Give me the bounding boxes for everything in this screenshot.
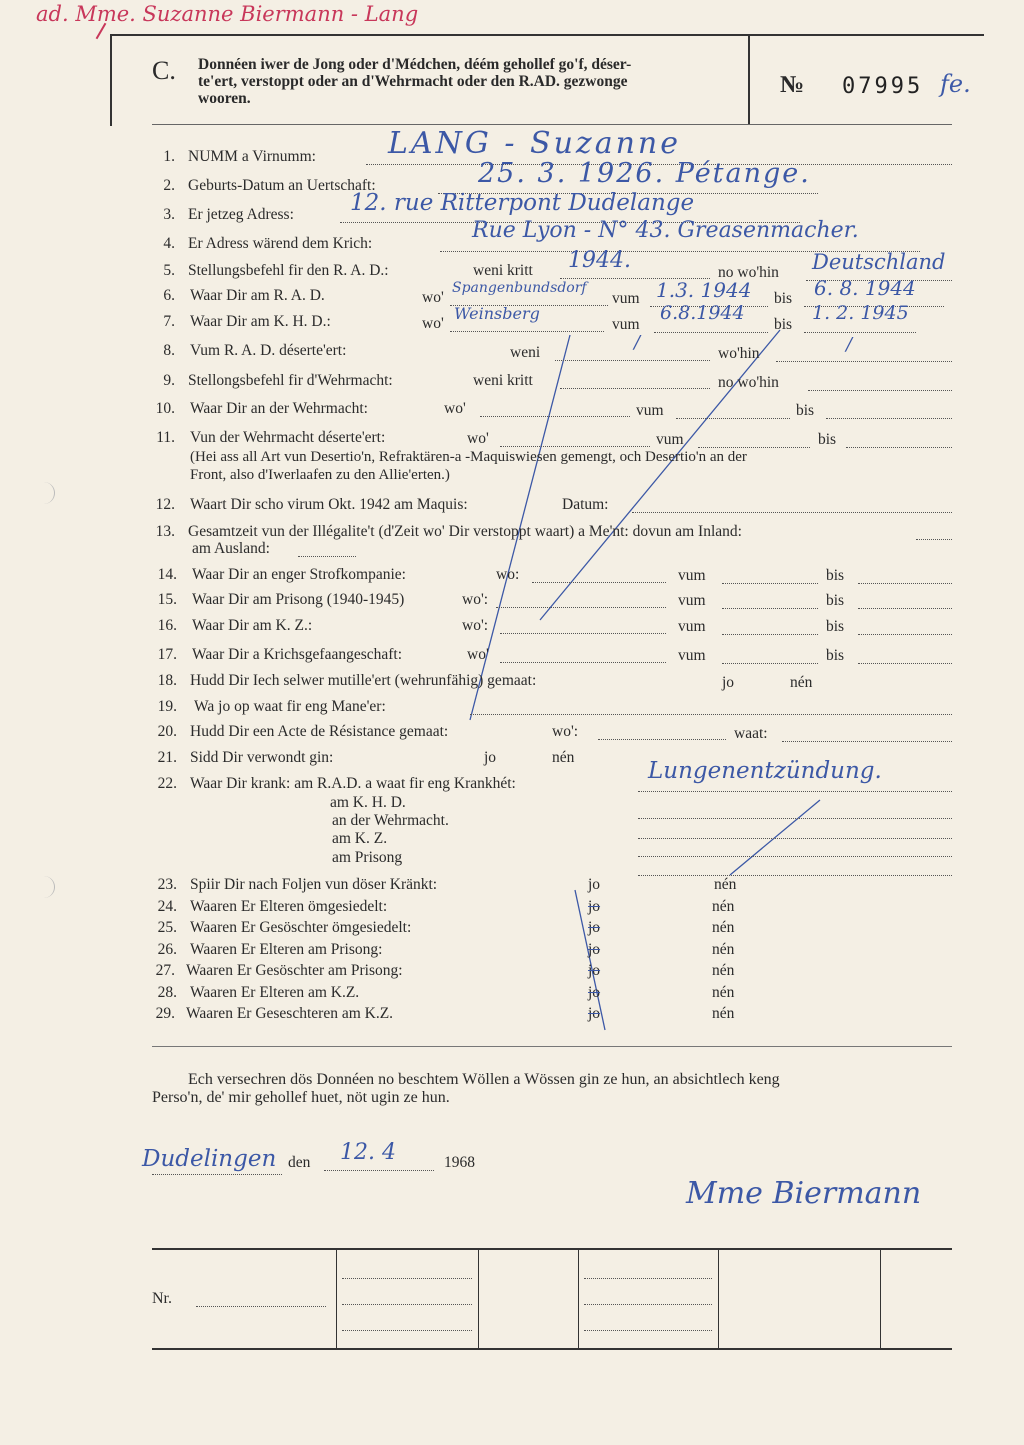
q15-wo-label: wo':: [462, 591, 489, 608]
q14-vum-label: vum: [678, 567, 706, 584]
q9-weni-label: weni kritt: [473, 372, 533, 389]
footer-top-rule: [152, 1248, 952, 1250]
q24-nen: nén: [712, 898, 735, 915]
q10-bis-label: bis: [796, 402, 815, 419]
declaration-separator: [152, 1046, 952, 1047]
q22-sub1: am K. H. D.: [330, 794, 406, 811]
q1-label: NUMM a Virnumm:: [188, 148, 316, 165]
q22-number: 22.: [157, 775, 177, 792]
q16-wo-label: wo':: [462, 617, 489, 634]
q5-number: 5.: [163, 262, 175, 279]
q21-nen: nén: [552, 749, 575, 766]
q6-vum-label: vum: [612, 290, 640, 307]
q12-datum-label: Datum:: [562, 496, 609, 513]
q7-vum-value: 6.8.1944: [660, 302, 745, 324]
q19-label: Wa jo op waat fir eng Mane'er:: [194, 698, 386, 715]
q22-line5: [638, 861, 952, 876]
q9-weni-line: [560, 374, 710, 389]
q10-wo-label: wo': [444, 400, 466, 417]
q20-waat-line: [782, 727, 952, 742]
footer-col2: [478, 1248, 479, 1348]
q20-number: 20.: [157, 723, 177, 740]
q11-vum-label: vum: [656, 431, 684, 448]
q10-bis-line: [826, 404, 952, 419]
q1-value: LANG - Suzanne: [388, 126, 681, 161]
q13-ausland-line: [298, 542, 356, 557]
q17-number: 17.: [157, 646, 177, 663]
q27-jo: jo: [588, 962, 601, 979]
q11-wo-line: [500, 432, 650, 447]
q9-label: Stellongsbefehl fir d'Wehrmacht:: [188, 372, 393, 389]
q8-wohin-label: wo'hin: [718, 345, 760, 362]
q10-number: 10.: [155, 400, 175, 417]
q8-weni-value: /: [634, 332, 641, 353]
q22-line2: [638, 804, 952, 819]
q17-label: Waar Dir a Krichsgefaangeschaft:: [192, 646, 403, 663]
q15-bis-label: bis: [826, 592, 845, 609]
q29-nen: nén: [712, 1005, 735, 1022]
q8-weni-label: weni: [510, 344, 541, 361]
q8-number: 8.: [163, 342, 175, 359]
signature-place: Dudelingen: [142, 1146, 277, 1172]
q10-wo-line: [480, 402, 630, 417]
q7-bis-label: bis: [774, 316, 793, 333]
footer-col5: [880, 1248, 881, 1348]
q19-number: 19.: [157, 698, 177, 715]
q5-wohin-value: Deutschland: [812, 250, 946, 274]
q19-line: [470, 700, 952, 715]
q24-jo: jo: [588, 898, 601, 915]
q22-line3: [638, 824, 952, 839]
q7-wo-value: Weinsberg: [454, 304, 540, 323]
q22-sub4: am Prisong: [332, 849, 403, 866]
q16-vum-label: vum: [678, 618, 706, 635]
q24-label: Waaren Er Elteren ömgesiedelt:: [190, 898, 388, 915]
q23-label: Spiir Dir nach Foljen vun döser Kränkt:: [190, 876, 438, 893]
q11-vum-line: [698, 433, 810, 448]
q8-weni-line: [555, 346, 710, 361]
q29-label: Waaren Er Geseschteren am K.Z.: [186, 1005, 394, 1022]
section-letter: C.: [152, 56, 176, 85]
q27-number: 27.: [155, 962, 175, 979]
q23-number: 23.: [157, 876, 177, 893]
q22-sub3: am K. Z.: [332, 830, 388, 847]
q22-label: Waar Dir krank: am R.A.D. a waat fir eng Krankhét:: [190, 775, 516, 792]
q17-vum-label: vum: [678, 647, 706, 664]
q18-nen: nén: [790, 674, 813, 691]
q5-weni-label: weni kritt: [473, 262, 533, 279]
q25-number: 25.: [157, 919, 177, 936]
number-symbol: №: [780, 72, 805, 98]
q14-bis-line: [858, 569, 952, 584]
q3-value: 12. rue Ritterpont Dudelange: [350, 190, 695, 216]
q26-nen: nén: [712, 941, 735, 958]
q21-number: 21.: [157, 749, 177, 766]
q15-label: Waar Dir am Prisong (1940-1945): [192, 591, 405, 608]
q26-jo: jo: [588, 941, 601, 958]
q15-bis-line: [858, 594, 952, 609]
footer-col3: [578, 1248, 579, 1348]
footer-nr-label: Nr.: [152, 1290, 172, 1307]
footer-dots-2c: [584, 1316, 712, 1331]
q22-line4: [638, 842, 952, 857]
q5-weni-value: 1944.: [568, 248, 631, 273]
q12-label: Waart Dir scho virum Okt. 1942 am Maquis:: [190, 496, 468, 513]
q27-nen: nén: [712, 962, 735, 979]
q11-wo-label: wo': [467, 430, 489, 447]
q13-ausland-label: am Ausland:: [192, 540, 270, 557]
q15-vum-label: vum: [678, 592, 706, 609]
q7-bis-value: 1. 2. 1945: [812, 302, 909, 324]
q21-jo: jo: [484, 749, 497, 766]
q8-label: Vum R. A. D. déserte'ert:: [190, 342, 347, 359]
q2-value: 25. 3. 1926. Pétange.: [478, 158, 811, 189]
footer-dots-2a: [584, 1264, 712, 1279]
q16-label: Waar Dir am K. Z.:: [192, 617, 313, 634]
q10-label: Waar Dir an der Wehrmacht:: [190, 400, 368, 417]
q14-wo-line: [532, 568, 666, 583]
q4-label: Er Adress wärend dem Krich:: [188, 235, 373, 252]
q14-number: 14.: [157, 566, 177, 583]
q20-label: Hudd Dir een Acte de Résistance gemaat:: [190, 723, 449, 740]
q6-bis-label: bis: [774, 290, 793, 307]
q14-vum-line: [722, 569, 818, 584]
footer-dots-1b: [342, 1290, 472, 1305]
q11-bis-line: [846, 433, 952, 448]
q29-number: 29.: [155, 1005, 175, 1022]
section-title-line2: te'ert, verstoppt oder an d'Wehrmacht oder den R.AD. gezwonge: [198, 73, 628, 90]
q13-number: 13.: [155, 523, 175, 540]
q3-number: 3.: [163, 206, 175, 223]
q5-wohin-label: no wo'hin: [718, 264, 779, 281]
q17-wo-label: wo': [467, 646, 489, 663]
q9-wohin-label: no wo'hin: [718, 374, 779, 391]
signature: Mme Biermann: [686, 1176, 922, 1211]
section-title-line1: Donnéen iwer de Jong oder d'Médchen, déém gehollef go'f, déser-: [198, 56, 632, 73]
q16-wo-line: [500, 619, 666, 634]
q16-number: 16.: [157, 617, 177, 634]
q7-vum-label: vum: [612, 316, 640, 333]
q16-vum-line: [722, 620, 818, 635]
q4-value: Rue Lyon - N° 43. Greasenmacher.: [472, 218, 859, 243]
q12-number: 12.: [155, 496, 175, 513]
q14-label: Waar Dir an enger Strofkompanie:: [192, 566, 406, 583]
q14-bis-label: bis: [826, 567, 845, 584]
q7-wo-label: wo': [422, 315, 444, 332]
signature-year: 1968: [444, 1154, 475, 1171]
q22-sub2: an der Wehrmacht.: [332, 812, 449, 829]
q23-nen: nén: [714, 876, 737, 893]
den-label: den: [288, 1154, 311, 1171]
q28-number: 28.: [157, 984, 177, 1001]
q5-label: Stellungsbefehl fir den R. A. D.:: [188, 262, 389, 279]
q17-wo-line: [500, 648, 666, 663]
q2-number: 2.: [163, 177, 175, 194]
q17-bis-label: bis: [826, 647, 845, 664]
section-title-line3: wooren.: [198, 90, 251, 107]
q10-vum-label: vum: [636, 402, 664, 419]
q20-waat-label: waat:: [734, 725, 768, 742]
q12-datum-line: [632, 498, 952, 513]
q25-jo: jo: [588, 919, 601, 936]
footer-bottom-rule: [152, 1348, 952, 1350]
q6-vum-value: 1.3. 1944: [656, 278, 752, 302]
q18-number: 18.: [157, 672, 177, 689]
q15-vum-line: [722, 594, 818, 609]
q21-label: Sidd Dir verwondt gin:: [190, 749, 334, 766]
q9-number: 9.: [163, 372, 175, 389]
q20-wo-label: wo':: [552, 723, 579, 740]
q16-bis-line: [858, 620, 952, 635]
q27-label: Waaren Er Gesöschter am Prisong:: [186, 962, 403, 979]
q15-number: 15.: [157, 591, 177, 608]
footer-dots-1c: [342, 1316, 472, 1331]
footer-col4: [718, 1248, 719, 1348]
footer-dots-1a: [342, 1264, 472, 1279]
q9-wohin-line: [808, 376, 952, 391]
record-number: 07995: [842, 74, 924, 99]
q11-label: Vun der Wehrmacht déserte'ert:: [190, 429, 386, 446]
q13-inland-line: [916, 525, 952, 540]
q6-wo-value: Spangenbundsdorf: [452, 280, 587, 296]
declaration-line1: Ech versechren dös Donnéen no beschtem Wöllen a Wössen gin ze hun, an absichtlech keng: [188, 1071, 780, 1088]
q11-note-line2: Front, also d'Iwerlaafen zu den Allie'erten.): [190, 467, 450, 483]
q22-value: Lungenentzündung.: [648, 758, 882, 784]
q20-wo-line: [598, 725, 726, 740]
q23-jo: jo: [588, 876, 601, 893]
q3-label: Er jetzeg Adress:: [188, 206, 294, 223]
q18-label: Hudd Dir Iech selwer mutille'ert (wehrunfähig) gemaat:: [190, 672, 537, 689]
top-annotation: ad. Mme. Suzanne Biermann - Lang: [36, 2, 419, 26]
q28-jo: jo: [588, 984, 601, 1001]
q13-label: Gesamtzeit vun der Illégalite't (d'Zeit wo' Dir verstoppt waart) a Me'nt: dovun am Inland:: [188, 523, 742, 540]
q6-wo-label: wo': [422, 289, 444, 306]
q1-number: 1.: [163, 148, 175, 165]
q8-wohin-value: /: [846, 334, 853, 355]
footer-dots-2b: [584, 1290, 712, 1305]
q6-number: 6.: [163, 287, 175, 304]
declaration-line2: Perso'n, de' mir gehollef huet, nöt ugin ze hun.: [152, 1089, 450, 1106]
q28-nen: nén: [712, 984, 735, 1001]
q14-wo-label: wo:: [496, 566, 520, 583]
q11-bis-label: bis: [818, 431, 837, 448]
q25-nen: nén: [712, 919, 735, 936]
q16-bis-label: bis: [826, 618, 845, 635]
number-mark: fe.: [940, 70, 971, 98]
q7-label: Waar Dir am K. H. D.:: [190, 313, 331, 330]
q24-number: 24.: [157, 898, 177, 915]
q28-label: Waaren Er Elteren am K.Z.: [190, 984, 360, 1001]
q17-bis-line: [858, 649, 952, 664]
q15-wo-line: [496, 593, 666, 608]
footer-col1: [336, 1248, 337, 1348]
signature-date: 12. 4: [340, 1140, 396, 1165]
q25-label: Waaren Er Gesöschter ömgesiedelt:: [190, 919, 412, 936]
q10-vum-line: [676, 404, 790, 419]
q8-wohin-line: [776, 347, 952, 362]
q11-note-line1: (Hei ass all Art vun Desertio'n, Refraktären-a -Maquiswiesen gemengt, och Desertio'n an der: [190, 449, 747, 465]
q6-bis-value: 6. 8. 1944: [814, 276, 916, 300]
q2-label: Geburts-Datum an Uertschaft:: [188, 177, 376, 194]
q26-number: 26.: [157, 941, 177, 958]
q17-vum-line: [722, 649, 818, 664]
q6-label: Waar Dir am R. A. D.: [190, 287, 325, 304]
footer-nr-line: [196, 1292, 326, 1307]
q29-jo: jo: [588, 1005, 601, 1022]
q18-jo: jo: [722, 674, 735, 691]
place-line: [152, 1160, 282, 1175]
q4-number: 4.: [163, 235, 175, 252]
q7-number: 7.: [163, 313, 175, 330]
q26-label: Waaren Er Elteren am Prisong:: [190, 941, 383, 958]
q11-number: 11.: [156, 429, 175, 446]
